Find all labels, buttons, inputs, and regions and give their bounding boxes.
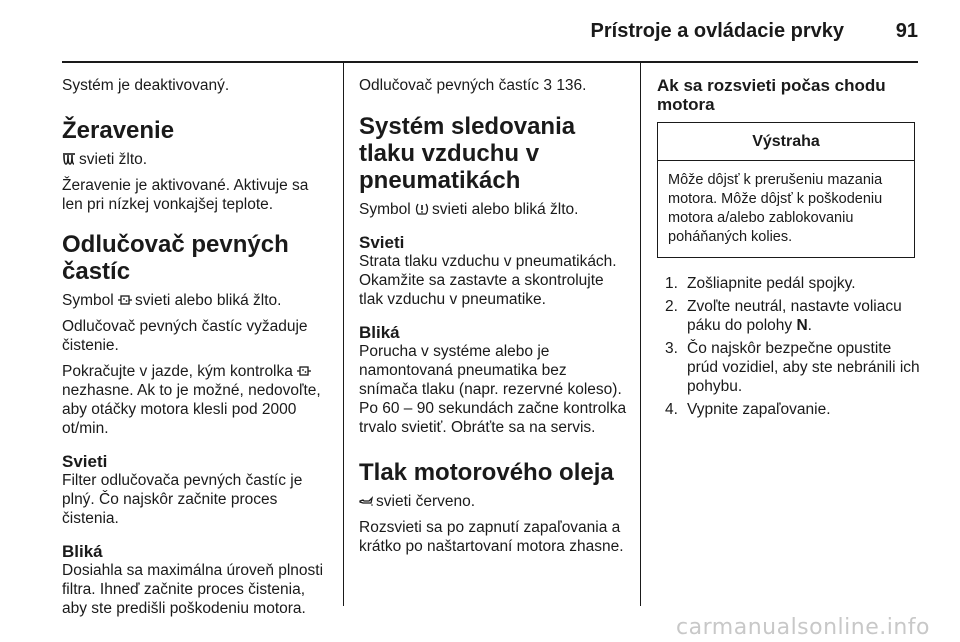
engine-running-heading: Ak sa rozsvieti počas chodu motora [657,76,886,114]
column-divider-2 [640,63,641,606]
tpms-symbol-suffix: svieti alebo bliká žlto. [432,201,579,218]
tire-pressure-icon [415,202,429,216]
list-item: 2. Zvoľte neutrál, nastavte voliacu páku do polohy N. [665,298,902,334]
steps-list [665,274,920,419]
dpf-flash-text: Dosiahla sa maximálna úroveň plnosti filtra. Ihneď začnite proces čistenia, aby ste predišli poškodeniu motora. [62,562,324,617]
oil-can-icon [359,494,373,508]
warning-box [657,122,915,258]
particle-filter-icon [297,364,311,378]
dpf-symbol-prefix: Symbol [62,292,114,309]
warning-text: Môže dôjsť k prerušeniu mazania motora. Môže dôjsť k poškodeniu motora a/alebo zablokovaniu poháňaných kolies. [668,172,883,245]
column-2 [359,76,627,556]
list-item: 3. Čo najskôr bezpečne opustite prúd vozidiel, aby ste nebránili ich pohybu. [665,340,920,395]
tpms-flash-text: Porucha v systéme alebo je namontovaná pneumatika bez snímača tlaku (napr. rezervné koleso). Po 60 – 90 sekundách začne kontrolka trvalo svietiť. Obráťte sa na servis. [359,343,627,436]
dpf-flash-heading: Bliká [62,542,103,561]
dpf-text-2a: Pokračujte v jazde, kým kontrolka [62,363,293,380]
dpf-lit-heading: Svieti [62,452,108,471]
glow-status-line [62,150,332,169]
intro-text: Systém je deaktivovaný. [62,77,230,94]
header-divider [62,61,918,63]
dpf-reference [359,76,627,95]
column-3 [657,76,920,423]
warning-title: Výstraha [658,123,914,161]
reference-page: 136. [556,77,587,94]
tpms-symbol-line [359,200,627,219]
page-number: 91 [895,20,918,42]
particle-filter-icon [118,293,132,307]
dpf-symbol-suffix: svieti alebo bliká žlto. [135,292,282,309]
dpf-text-1: Odlučovač pevných častíc vyžaduje čistenie. [62,318,308,354]
dpf-heading: Odlučovač pevných častíc [62,231,289,285]
dpf-symbol-line [62,291,332,310]
reference-text: Odlučovač pevných častíc [359,77,540,94]
tpms-lit-heading: Svieti [359,233,405,252]
list-item: 1. Zošliapnite pedál spojky. [665,275,856,292]
tpms-flash-heading: Bliká [359,323,400,342]
page-title: Prístroje a ovládacie prvky [590,20,844,42]
dpf-lit-text: Filter odlučovača pevných častíc je plný. Čo najskôr začnite proces čistenia. [62,472,303,527]
oil-status: svieti červeno. [376,493,476,510]
glow-status: svieti žlto. [79,151,148,168]
tpms-lit-text: Strata tlaku vzduchu v pneumatikách. Okamžite sa zastavte a skontrolujte tlak vzduchu v pneumatike. [359,253,617,308]
oil-status-line [359,492,627,511]
oil-text: Rozsvieti sa po zapnutí zapaľovania a krátko po naštartovaní motora zhasne. [359,519,624,555]
glow-description: Žeravenie je aktivované. Aktivuje sa len pri nízkej vonkajšej teplote. [62,177,309,213]
tpms-heading: Systém sledovania tlaku vzduchu v pneumatikách [359,113,576,194]
watermark: carmanualsonline.info [676,615,930,640]
column-divider-1 [343,63,344,606]
oil-heading: Tlak motorového oleja [359,459,614,486]
glow-plug-icon [62,152,76,166]
glow-heading: Žeravenie [62,117,175,144]
column-1 [62,76,332,618]
list-item: 4. Vypnite zapaľovanie. [665,401,831,418]
reference-arrow-icon: 3 [543,77,552,94]
dpf-text-2b: nezhasne. Ak to je možné, nedovoľte, aby otáčky motora klesli pod 2000 ot/min. [62,382,321,437]
dpf-text-2 [62,362,332,438]
tpms-symbol-prefix: Symbol [359,201,411,218]
